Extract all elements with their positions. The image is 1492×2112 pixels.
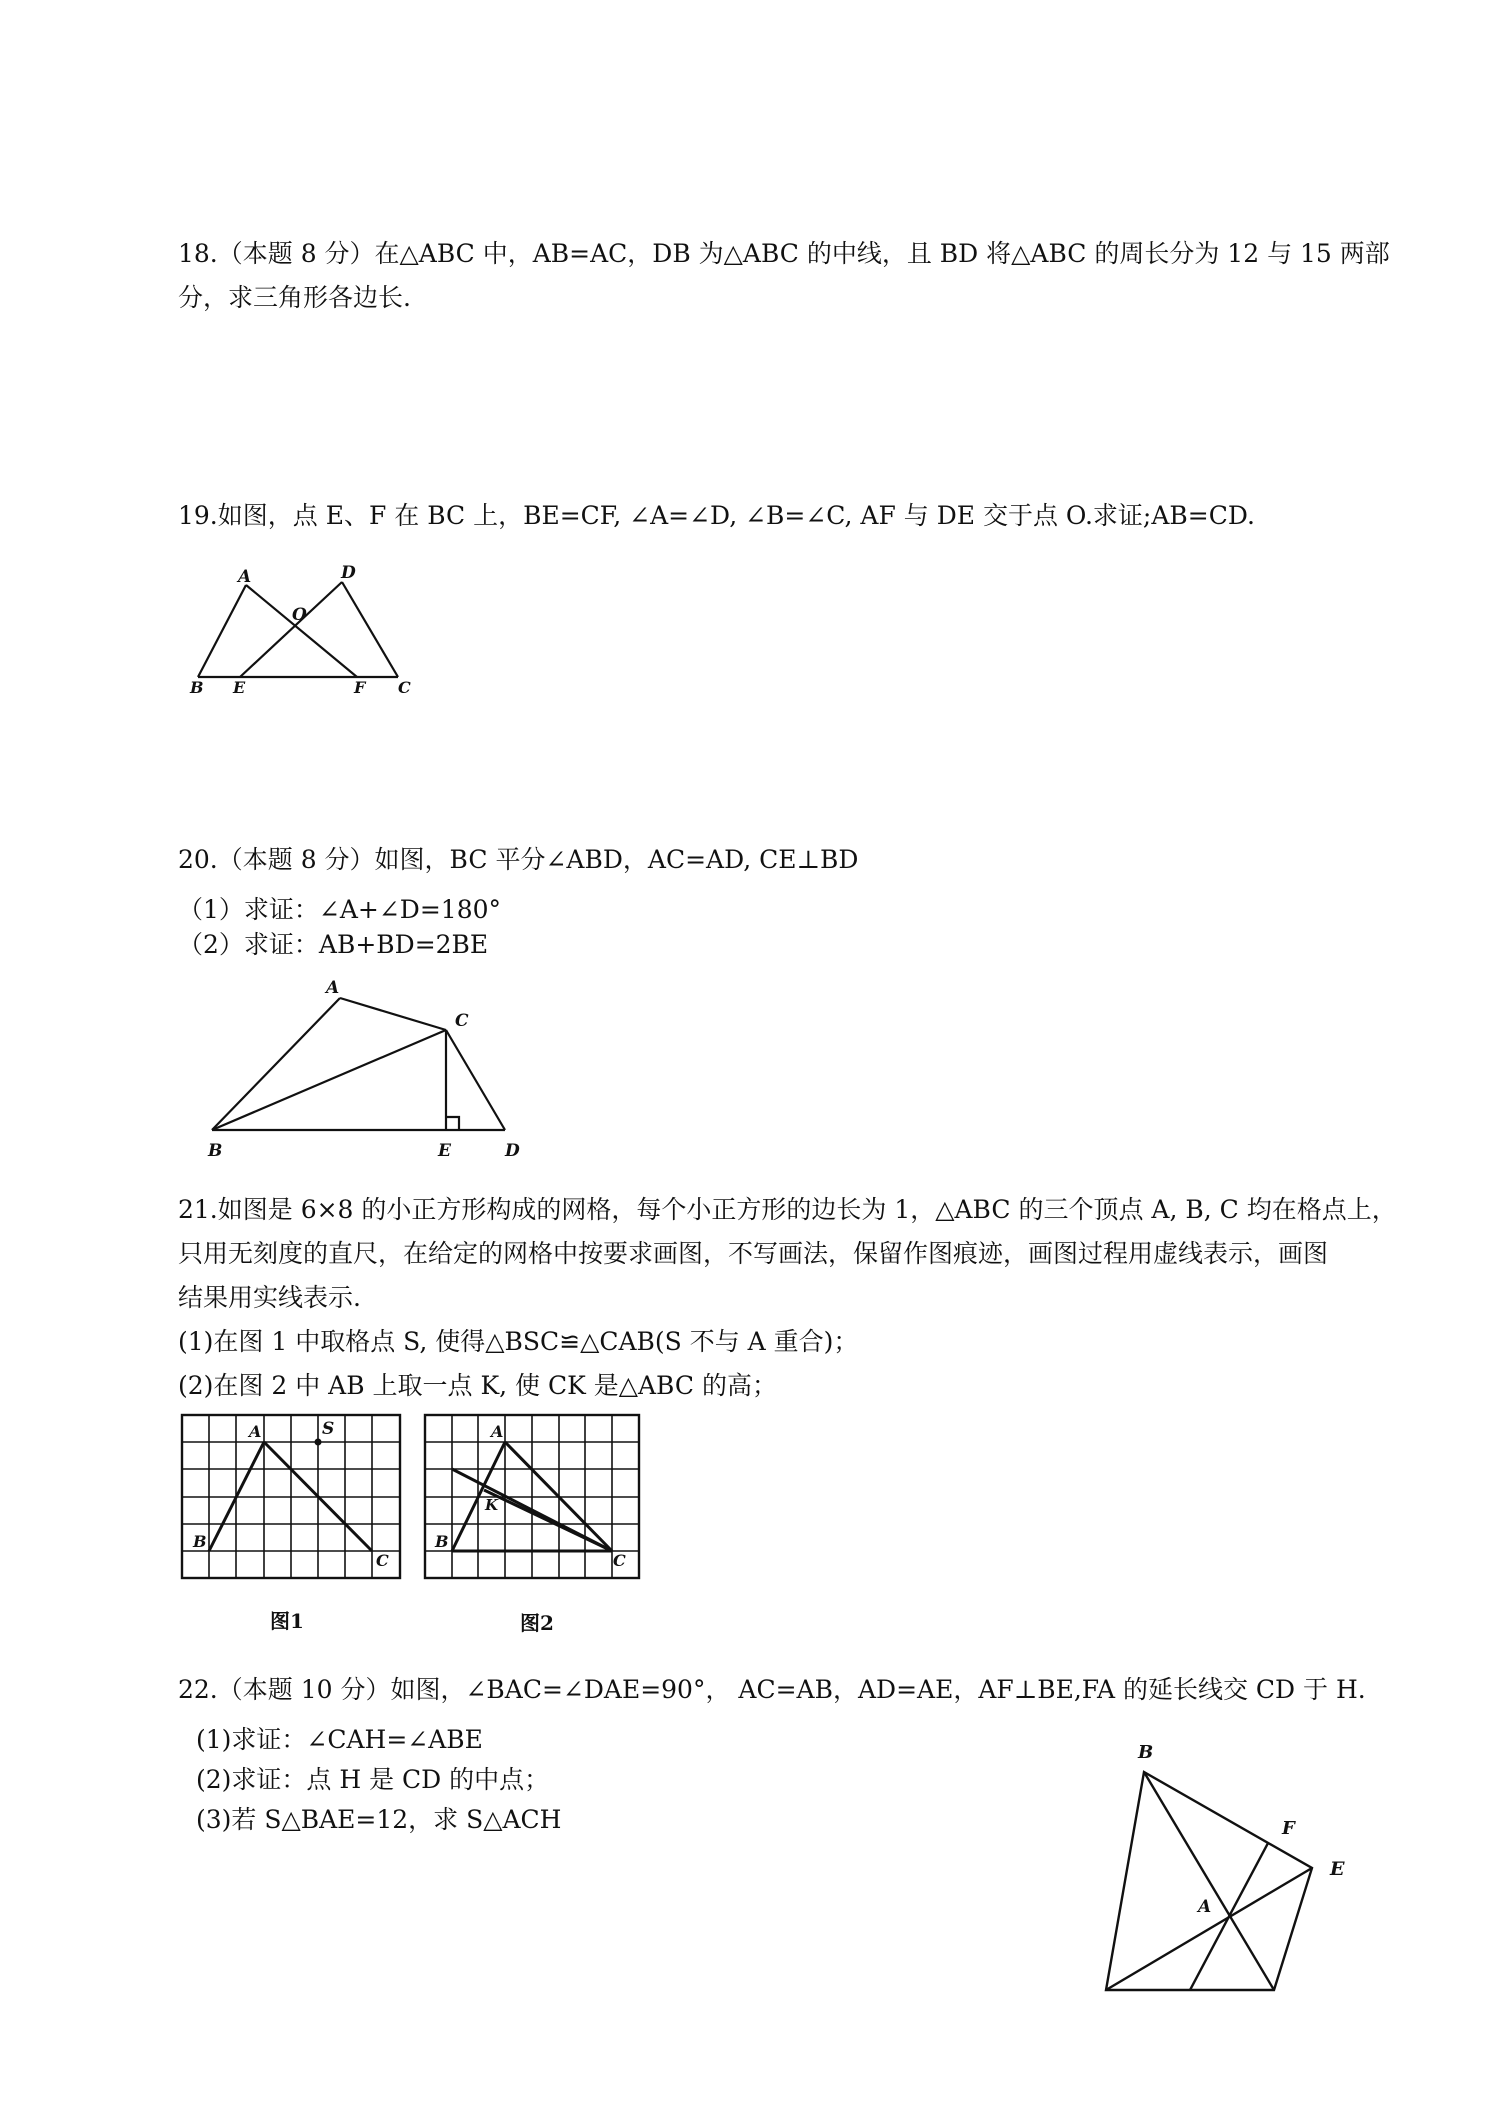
figure-2-caption: 图2 xyxy=(520,1611,554,1635)
label-A: A xyxy=(326,978,340,998)
label-C: C xyxy=(455,1011,469,1031)
fig2-label-B: B xyxy=(435,1532,449,1551)
question-22-part-1: (1)求证：∠CAH=∠ABE xyxy=(196,1725,483,1754)
fig1-label-A: A xyxy=(249,1422,262,1441)
label-E: E xyxy=(233,678,246,697)
label-O: O xyxy=(292,605,307,625)
label-B: B xyxy=(190,678,204,697)
fig2-label-C: C xyxy=(613,1551,626,1570)
question-21-line-3: 结果用实线表示. xyxy=(178,1283,361,1312)
question-21-part-1: (1)在图 1 中取格点 S, 使得△BSC≌△CAB(S 不与 A 重合)； xyxy=(178,1327,859,1356)
label-E: E xyxy=(1330,1858,1345,1880)
question-21-line-1: 21.如图是 6×8 的小正方形构成的网格，每个小正方形的边长为 1，△ABC 的三个顶点 A, B, C 均在格点上， xyxy=(178,1195,1397,1224)
figure-1-caption: 图1 xyxy=(270,1609,304,1633)
label-A: A xyxy=(1198,1897,1212,1917)
label-F: F xyxy=(1282,1818,1295,1839)
label-D: D xyxy=(505,1141,520,1161)
fig1-label-B: B xyxy=(193,1532,207,1551)
label-F: F xyxy=(354,678,366,697)
label-A: A xyxy=(238,567,252,587)
fig1-label-C: C xyxy=(376,1551,389,1570)
question-20-part-2: （2）求证：AB+BD=2BE xyxy=(178,930,489,959)
fig1-label-S: S xyxy=(322,1419,335,1439)
question-20-text: 20.（本题 8 分）如图，BC 平分∠ABD，AC=AD, CE⊥BD xyxy=(178,845,859,874)
label-D: D xyxy=(341,563,356,583)
label-B: B xyxy=(1138,1742,1154,1763)
label-C: C xyxy=(398,678,411,697)
question-21-part-2: (2)在图 2 中 AB 上取一点 K, 使 CK 是△ABC 的高； xyxy=(178,1371,777,1400)
label-B: B xyxy=(208,1141,223,1161)
fig2-label-A: A xyxy=(491,1422,504,1441)
question-19-text: 19.如图，点 E、F 在 BC 上，BE=CF, ∠A=∠D, ∠B=∠C, AF 与 DE 交于点 O.求证;AB=CD. xyxy=(178,501,1255,530)
question-18-line-2: 分，求三角形各边长. xyxy=(178,283,411,312)
fig2-label-K: K xyxy=(485,1496,499,1514)
question-20-part-1: （1）求证：∠A+∠D=180° xyxy=(178,895,502,924)
question-18-line-1: 18.（本题 8 分）在△ABC 中，AB=AC，DB 为△ABC 的中线，且 BD 将△ABC 的周长分为 12 与 15 两部 xyxy=(178,239,1390,268)
question-21-line-2: 只用无刻度的直尺，在给定的网格中按要求画图，不写画法，保留作图痕迹，画图过程用虚线表示，画图 xyxy=(178,1239,1329,1268)
question-22-part-2: (2)求证：点 H 是 CD 的中点； xyxy=(196,1765,550,1794)
question-22-text: 22.（本题 10 分）如图，∠BAC=∠DAE=90°， AC=AB，AD=AE，AF⊥BE,FA 的延长线交 CD 于 H. xyxy=(178,1675,1366,1704)
question-22-part-3: (3)若 S△BAE=12，求 S△ACH xyxy=(196,1805,562,1834)
label-E: E xyxy=(438,1141,451,1161)
